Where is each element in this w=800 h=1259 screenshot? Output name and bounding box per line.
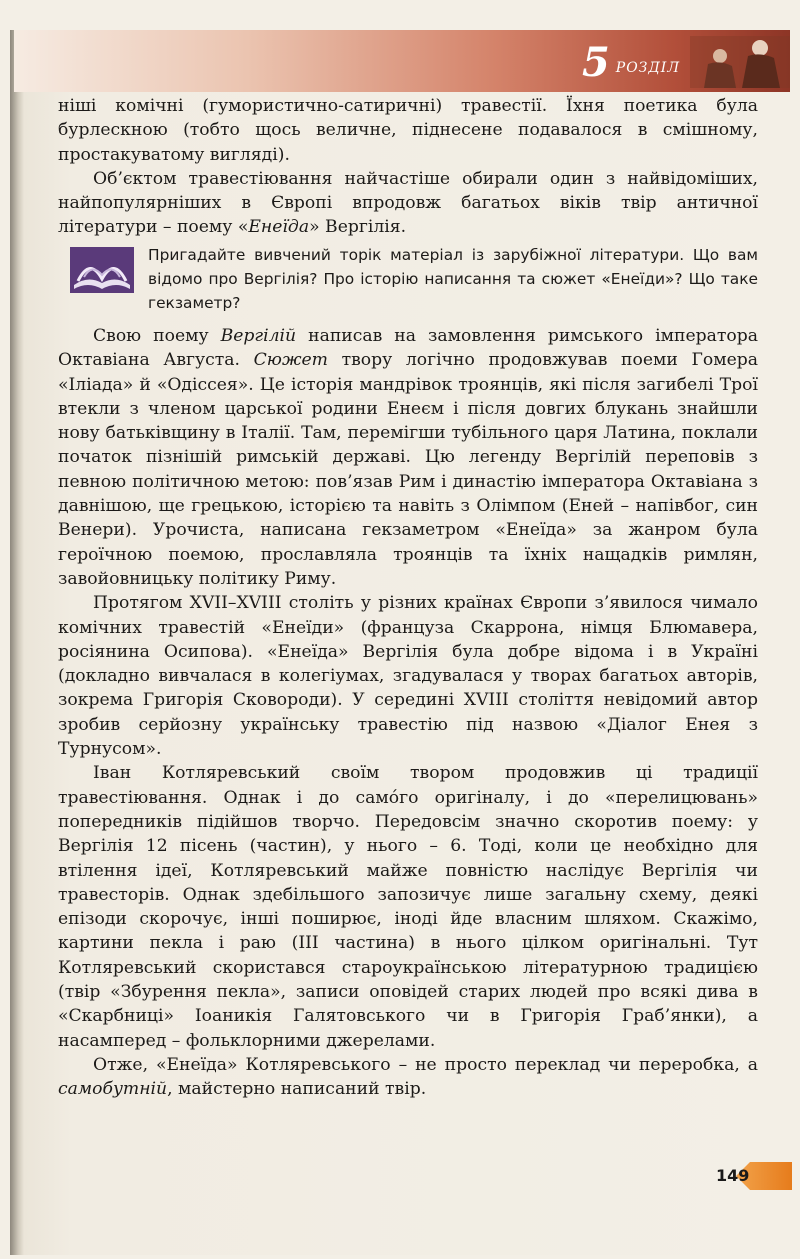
text-segment: Об’єктом травестіювання найчастіше обирали один з найвідоміших, найпопулярніших в Європі впродовж багатьох віків твір античної літератури – поему «: [58, 168, 758, 238]
chapter-marker: [582, 32, 680, 88]
chapter-word: РОЗДІЛ: [615, 60, 680, 76]
paragraph-kotliarevsky: Іван Котляревський своїм твором продовжив ці традиції травестіювання. Однак і до самóго оригіналу, і до «перелицювань» попередників підійшов творчо. Передовсім значно скоротив поему: у Вергілія 12 пісень (частин), у нього – 6. Тоді, коли це необхідно для втілення ідеї, Котляревський майже повністю наслідує Вергілія чи травесторів. Однак здебільшого запозичує лише загальну схему, деякі епізоди скорочує, інші поширює, іноді йде власним шляхом. Скажімо, картини пекла і раю (III частина) в нього цілком оригінальні. Тут Котляревський скористався староукраїнською літературною традицією (твір «Збурення пекла», записи оповідей старих людей про всякі дива в «Скарбниці» Іоаникія Галятовського чи в Григорія Граб’янки), а насамперед – фольклорними джерелами.: [58, 763, 758, 1051]
emphasis-vergil: Вергілій: [220, 326, 297, 346]
recall-note-text: Пригадайте вивчений торік матеріал із зарубіжної літератури. Що вам відомо про Вергілія? Про історію написання та сюжет «Енеїди»? Що таке гекзаметр?: [148, 246, 758, 312]
text-segment: Свою поему: [93, 326, 221, 346]
paragraph-vergil: [58, 324, 758, 591]
text-segment: написав на замовлення римського імператора Октавіана Августа.: [58, 326, 758, 371]
main-text: [58, 324, 758, 1102]
page-spine-shadow: [10, 30, 24, 1255]
open-book-icon: [70, 247, 134, 293]
emphasis-plot: Сюжет: [253, 350, 328, 371]
page-number: 149: [716, 1166, 750, 1185]
text-segment: , майстерно написаний твір.: [167, 1079, 427, 1100]
text-segment: твору логічно продовжував поеми Гомера «Іліада» й «Одіссея». Це історія мандрівок троянців, які після загибелі Трої втекли з членом царської родини Енеєм і після довгих блукань знайшли нову батьківщину в Італії. Там, перемігши тубільного царя Латина, поклали початок пізнішій римській державі. Цю легенду Вергілій переповів з певною політичною метою: пов’язав Рим і династію імператора Октавіана з давнішою, ще грецькою, історією та навіть з Олімпом (Еней – напівбог, син Венери). Урочиста, написана гекзаметром «Енеїда» за жанром була героїчною поемою, прославляла троянців та їхніх нащадків римлян, завойовницьку політику Риму.: [58, 350, 758, 589]
text-segment: Отже, «Енеїда» Котляревського – не просто переклад чи переробка, а: [93, 1054, 758, 1075]
emphasis-eneida: Енеїда: [248, 217, 310, 238]
text-segment: » Вергілія.: [309, 217, 407, 238]
intro-text: [58, 94, 758, 240]
paragraph-conclusion: [58, 1053, 758, 1102]
chapter-number: 5: [581, 39, 610, 86]
paragraph-object: [58, 167, 758, 240]
emphasis-original: самобутній: [58, 1079, 168, 1100]
recall-note: [70, 243, 758, 321]
paragraph-travesties: Протягом XVII–XVIII століть у різних країнах Європи з’явилося чимало комічних травестій «Енеїди» (француза Скаррона, німця Блюмавера, росіянина Осипова). «Енеїда» Вергілія була добре відома і в Україні (докладно вивчалася в колегіумах, згадувалася у творах багатьох авторів, зокрема Григорія Сковороди). У середині XVIII століття невідомий автор зробив серйозну українську травестію під назвою «Діалог Енея з Турнусом».: [58, 593, 758, 760]
header-illustration-icon: [690, 36, 790, 88]
paragraph-intro: ніші комічні (гумористично-сатиричні) травестії. Їхня поетика була бурлескною (тобто щось величне, піднесене подавалося в смішному, простакуватому вигляді).: [58, 96, 758, 165]
